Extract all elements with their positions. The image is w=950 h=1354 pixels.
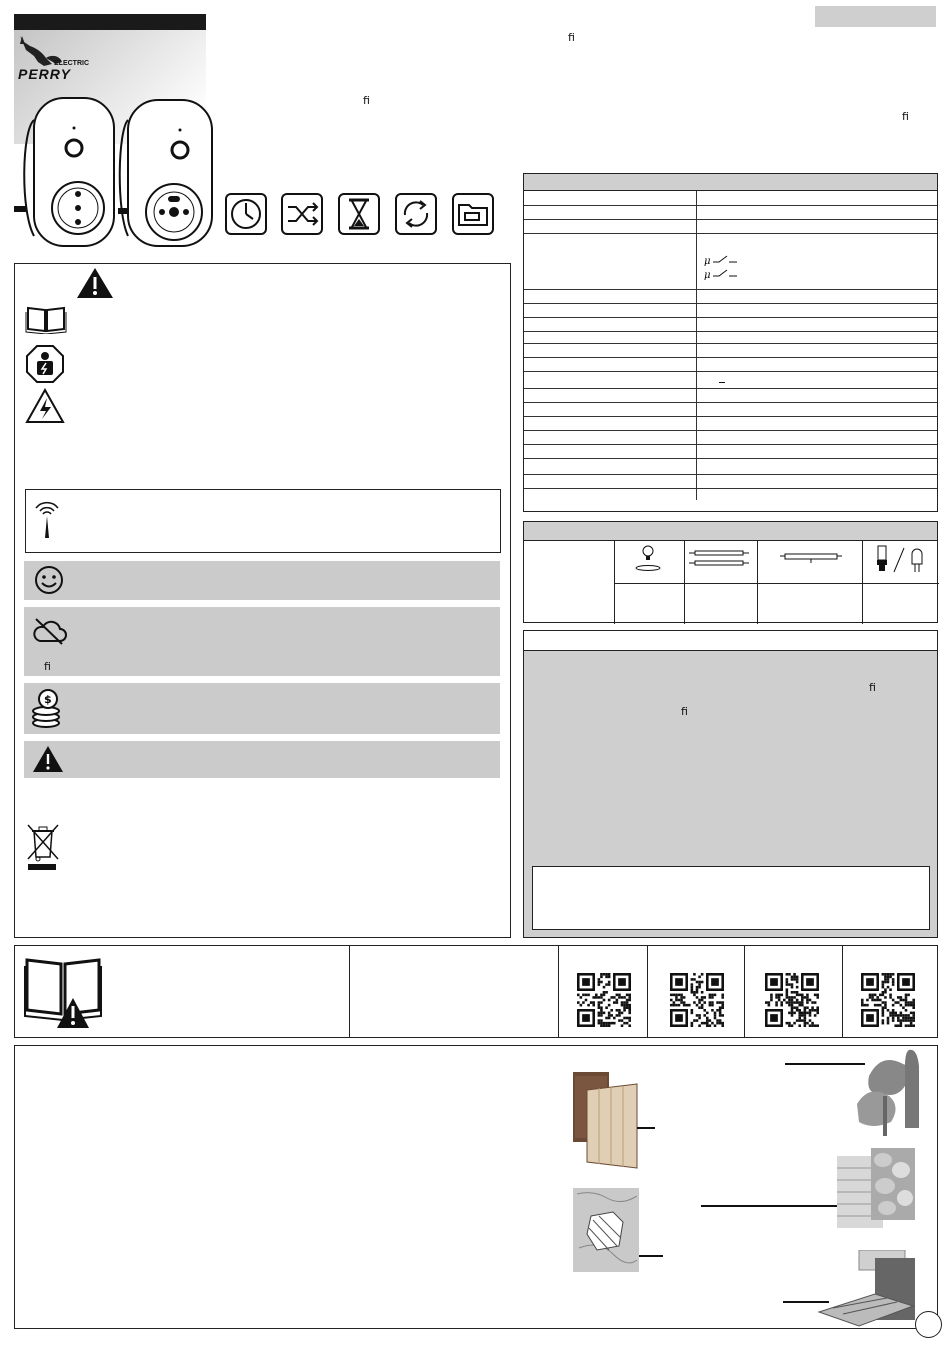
coins-icon bbox=[30, 689, 66, 729]
specs-table-body bbox=[524, 191, 937, 500]
outdoor-trees-illustration bbox=[785, 1046, 935, 1138]
wood-material-illustration bbox=[573, 1072, 673, 1170]
warning-icon bbox=[75, 266, 115, 300]
info-panel-header bbox=[524, 631, 937, 651]
info-ligature-1: fi bbox=[869, 681, 876, 694]
repeat-icon bbox=[395, 193, 437, 235]
header-ligature-1: fi bbox=[568, 31, 575, 44]
concrete-floor-illustration bbox=[783, 1250, 919, 1328]
cloud-row-ligature: fi bbox=[44, 660, 51, 673]
strip-divider-2 bbox=[558, 946, 559, 1038]
header-gray-tab bbox=[815, 6, 936, 27]
high-voltage-icon bbox=[25, 388, 65, 424]
hourglass-icon bbox=[338, 193, 380, 235]
lamp-row-divider bbox=[614, 583, 939, 584]
cfl-led-icon bbox=[874, 544, 928, 574]
electrician-icon bbox=[25, 344, 65, 384]
eco-cloud-row bbox=[24, 607, 500, 676]
svg-text:μ: μ bbox=[704, 269, 711, 280]
plus-minus-mark bbox=[719, 377, 725, 383]
lamp-table-header bbox=[524, 522, 937, 541]
qr-code-3[interactable] bbox=[765, 973, 819, 1027]
safety-panel bbox=[14, 263, 511, 938]
warning-row bbox=[24, 741, 500, 778]
qr-code-2[interactable] bbox=[670, 973, 724, 1027]
header-ligature-3: fi bbox=[902, 110, 909, 123]
lamp-col-divider-1 bbox=[614, 540, 615, 624]
specs-table-header bbox=[524, 174, 937, 191]
product-socket-french bbox=[118, 90, 222, 255]
manual-icon bbox=[25, 304, 67, 334]
svg-text:$: $ bbox=[44, 693, 52, 706]
radio-notice-box bbox=[25, 489, 501, 553]
strip-divider-3 bbox=[647, 946, 648, 1038]
eco-smiley-row bbox=[24, 561, 500, 600]
plaster-material-illustration bbox=[573, 1188, 669, 1274]
smiley-icon bbox=[34, 565, 64, 595]
qr-code-1[interactable] bbox=[577, 973, 631, 1027]
brand-name-text: PERRY bbox=[18, 66, 71, 82]
page-number-badge bbox=[915, 1311, 942, 1338]
cloud-off-icon bbox=[32, 617, 68, 645]
info-note-box bbox=[532, 866, 930, 930]
eco-coins-row bbox=[24, 683, 500, 734]
info-ligature-2: fi bbox=[681, 705, 688, 718]
header-ligature-2: fi bbox=[363, 94, 370, 107]
lamp-col-divider-2 bbox=[684, 540, 685, 624]
brick-stone-illustration bbox=[701, 1148, 917, 1228]
strip-divider-1 bbox=[349, 946, 350, 1038]
qr-code-4[interactable] bbox=[861, 973, 915, 1027]
micro-switch-icon bbox=[703, 254, 743, 280]
range-panel bbox=[14, 1045, 938, 1329]
brand-logo bbox=[16, 34, 106, 82]
clock-icon bbox=[225, 193, 267, 235]
manual-warning-icon bbox=[23, 952, 103, 1032]
folder-icon bbox=[452, 193, 494, 235]
halogen-tube-icon bbox=[687, 548, 751, 570]
product-socket-italian bbox=[14, 90, 118, 255]
strip-divider-5 bbox=[842, 946, 843, 1038]
radio-antenna-icon bbox=[30, 494, 64, 540]
strip-divider-4 bbox=[744, 946, 745, 1038]
random-icon bbox=[281, 193, 323, 235]
lamp-col-divider-4 bbox=[862, 540, 863, 624]
fluorescent-tube-icon bbox=[779, 550, 843, 564]
info-panel bbox=[523, 630, 938, 938]
specs-table bbox=[523, 173, 938, 512]
weee-bin-icon bbox=[26, 823, 60, 871]
warning-icon bbox=[32, 745, 64, 773]
svg-text:μ: μ bbox=[704, 255, 711, 267]
lamp-table bbox=[523, 521, 938, 623]
incandescent-bulb-icon bbox=[628, 544, 668, 572]
lamp-col-divider-3 bbox=[757, 540, 758, 624]
brand-top-text: ELECTRIC bbox=[54, 60, 89, 67]
header-black-bar bbox=[14, 14, 206, 30]
